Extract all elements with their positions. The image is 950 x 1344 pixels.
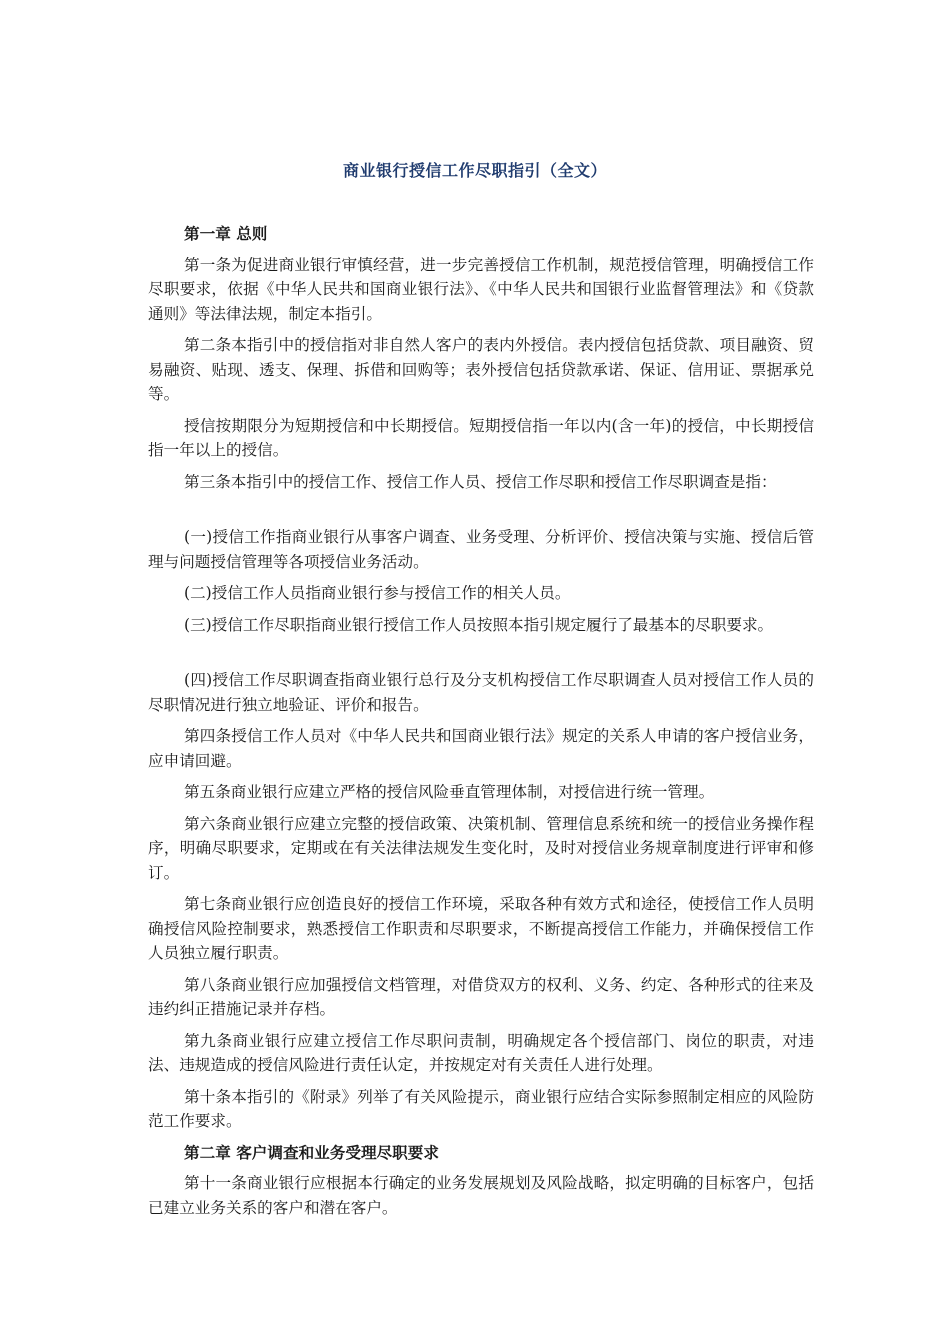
spacer — [148, 644, 814, 668]
paragraph: 第二条本指引中的授信指对非自然人客户的表内外授信。表内授信包括贷款、项目融资、贸易融资、贴现、透支、保理、拆借和回购等；表外授信包括贷款承诺、保证、信用证、票据承兑等。 — [148, 336, 814, 403]
chapter-heading: 第二章 客户调查和业务受理尽职要求 — [184, 1143, 439, 1162]
paragraph: 第七条商业银行应创造良好的授信工作环境，采取各种有效方式和途径，使授信工作人员明确授信风险控制要求，熟悉授信工作职责和尽职要求，不断提高授信工作能力，并确保授信工作人员独立履行职责。 — [148, 895, 814, 962]
paragraph: 授信按期限分为短期授信和中长期授信。短期授信指一年以内(含一年)的授信，中长期授信指一年以上的授信。 — [148, 416, 814, 459]
list-item: (三)授信工作尽职指商业银行授信工作人员按照本指引规定履行了最基本的尽职要求。 — [184, 615, 774, 634]
paragraph: 第五条商业银行应建立严格的授信风险垂直管理体制，对授信进行统一管理。 — [184, 783, 715, 801]
paragraph: 第八条商业银行应加强授信文档管理，对借贷双方的权利、义务、约定、各种形式的往来及违约纠正措施记录并存档。 — [148, 975, 814, 1018]
document-title: 商业银行授信工作尽职指引（全文） — [342, 161, 607, 180]
paragraph: 第三条本指引中的授信工作、授信工作人员、授信工作尽职和授信工作尽职调查是指： — [184, 472, 777, 491]
paragraph: 第一条为促进商业银行审慎经营，进一步完善授信工作机制，规范授信管理，明确授信工作尽职要求，依据《中华人民共和国商业银行法》、《中华人民共和国银行业监督管理法》和《贷款通则》等法律法规，制定本指引。 — [148, 255, 814, 323]
paragraph: 第六条商业银行应建立完整的授信政策、决策机制、管理信息系统和统一的授信业务操作程序，明确尽职要求，定期或在有关法律法规发生变化时，及时对授信业务规章制度进行评审和修订。 — [148, 814, 814, 882]
list-item: (一)授信工作指商业银行从事客户调查、业务受理、分析评价、授信决策与实施、授信后管理与问题授信管理等各项授信业务活动。 — [148, 528, 814, 571]
document-body — [148, 222, 814, 1227]
paragraph: 第十一条商业银行应根据本行确定的业务发展规划及风险战略，拟定明确的目标客户，包括已建立业务关系的客户和潜在客户。 — [148, 1174, 814, 1217]
chapter-heading: 第一章 总则 — [184, 225, 268, 243]
paragraph: 第四条授信工作人员对《中华人民共和国商业银行法》规定的关系人申请的客户授信业务，应申请回避。 — [148, 727, 814, 770]
paragraph: 第九条商业银行应建立授信工作尽职问责制，明确规定各个授信部门、岗位的职责，对违法、违规造成的授信风险进行责任认定，并按规定对有关责任人进行处理。 — [148, 1031, 814, 1074]
list-item: (二)授信工作人员指商业银行参与授信工作的相关人员。 — [184, 584, 571, 602]
paragraph: 第十条本指引的《附录》列举了有关风险提示，商业银行应结合实际参照制定相应的风险防范工作要求。 — [148, 1087, 814, 1130]
spacer — [148, 501, 814, 525]
paragraph: (四)授信工作尽职调查指商业银行总行及分支机构授信工作尽职调查人员对授信工作人员的尽职情况进行独立地验证、评价和报告。 — [148, 671, 814, 714]
